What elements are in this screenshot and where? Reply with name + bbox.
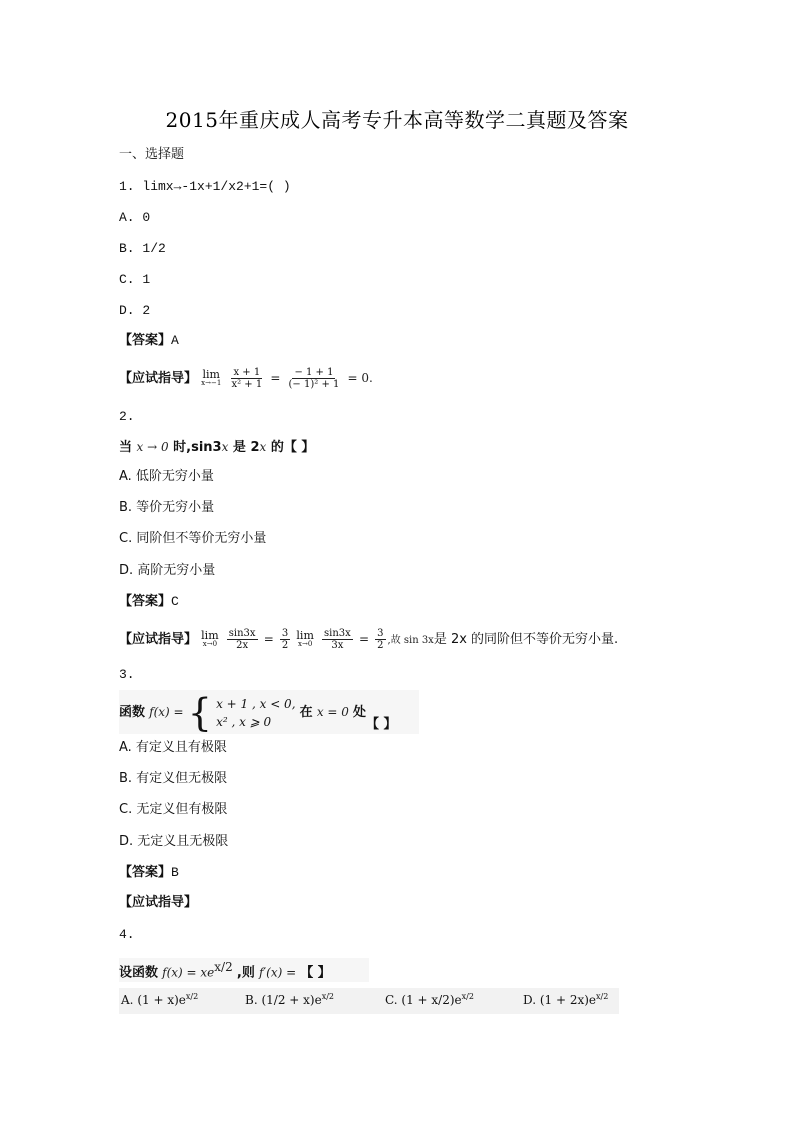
q2-option-c: C. 同阶但不等价无穷小量 [119, 531, 267, 546]
q2-guide-limit-2: lim x→0 [296, 628, 314, 648]
q1-guide-fraction-1: $\frac{x + 1}{\text{x² + 1}}$ [231, 367, 263, 390]
q3-option-c: C. 无定义但有极限 [119, 802, 228, 817]
q3-option-b: B. 有定义但无极限 [119, 771, 228, 786]
q4-option-c: C. $(1 + x/2)e^{x/2}$ [385, 992, 474, 1007]
q3-guide-label: 【应试指导】 [119, 895, 198, 910]
q2-answer-value: C [171, 594, 179, 609]
piecewise-brace-icon: { [187, 690, 212, 735]
q2-guide-limit-1: lim x→0 [201, 628, 219, 648]
q2-number: 2. [119, 409, 135, 424]
q1-guide-result: = 0. [347, 371, 373, 385]
q4-options-strip [119, 988, 619, 1014]
q3-stem: 函数 f(x) = { x + 1 , x < 0, x² , x ⩾ 0 在 x = 0 处 [119, 690, 419, 734]
q1-guide-fraction-2: $\frac{- 1 + 1}{\text{(− 1)² + 1}}$ [288, 367, 340, 390]
q4-option-d: D. $(1 + 2x)e^{x/2}$ [523, 992, 609, 1007]
q1-answer-value: A [171, 333, 179, 348]
q2-guide-fraction-4: $\frac{3}{2}$ [377, 628, 384, 651]
q2-option-d: D. 高阶无穷小量 [119, 563, 216, 578]
q2-answer [119, 593, 179, 611]
q3-number: 3. [119, 667, 135, 682]
guide-label: 【应试指导】 [119, 371, 198, 386]
q3-bracket: 【 】 [366, 717, 397, 732]
guide-label: 【应试指导】 [119, 632, 198, 647]
q3-option-a: A. 有定义且有极限 [119, 740, 227, 755]
answer-label: 【答案】 [119, 865, 172, 880]
section-heading: 一、选择题 [119, 147, 185, 162]
q3-answer [119, 864, 179, 882]
q1-answer [119, 332, 179, 350]
q4-option-b: B. $(1/2 + x)e^{x/2}$ [245, 992, 334, 1007]
q2-guide-fraction-3: $\frac{\sin 3x}{3x}$ [324, 628, 351, 651]
q1-option-b: B. 1/2 [119, 241, 166, 256]
q4-stem: 设函数 $f(x) = xe^{x/2}$ ,则 f′(x) = 【 】 [119, 958, 369, 982]
q1-guide-equals: = [270, 371, 281, 385]
q2-option-a: A. 低阶无穷小量 [119, 469, 214, 484]
answer-label: 【答案】 [119, 594, 172, 609]
q3-option-d: D. 无定义且无极限 [119, 834, 229, 849]
q2-guide: 【应试指导】 lim x→0 $\frac{\sin 3x}{2x}$ = $\frac{3}{2}$ lim x→0 $\frac{\sin 3x}{3x}$ = $\frac{3}{2}$ ,故 sin 3x是 2x 的同阶但不等价无穷小量. [119, 628, 619, 651]
q1-stem: 1. limx→-1x+1/x2+1=( ) [119, 179, 291, 194]
q3-piecewise-cases: x + 1 , x < 0, x² , x ⩾ 0 [216, 696, 296, 729]
q2-option-b: B. 等价无穷小量 [119, 500, 215, 515]
q1-option-c: C. 1 [119, 272, 151, 287]
q2-guide-img-tail: ,故 sin 3x [387, 635, 434, 646]
page-title: 2015年重庆成人高考专升本高等数学二真题及答案 [165, 108, 629, 132]
answer-label: 【答案】 [119, 333, 172, 348]
q1-guide [119, 364, 373, 393]
q1-guide-limit: lim x→−1 [201, 367, 222, 387]
q3-answer-value: B [171, 865, 179, 880]
q2-guide-tail: 是 2x 的同阶但不等价无穷小量. [433, 632, 619, 647]
q2-stem: 当 x → 0 时,sin3x 是 2x 的【 】 [119, 440, 315, 455]
q4-option-a: A. $(1 + x)e^{x/2}$ [121, 992, 199, 1007]
q1-option-a: A. 0 [119, 210, 151, 225]
q2-guide-fraction-1: $\frac{\sin 3x}{2x}$ [228, 628, 256, 651]
q1-option-d: D. 2 [119, 303, 151, 318]
q4-number: 4. [119, 927, 135, 942]
q2-guide-fraction-2: $\frac{3}{2}$ [281, 628, 289, 651]
